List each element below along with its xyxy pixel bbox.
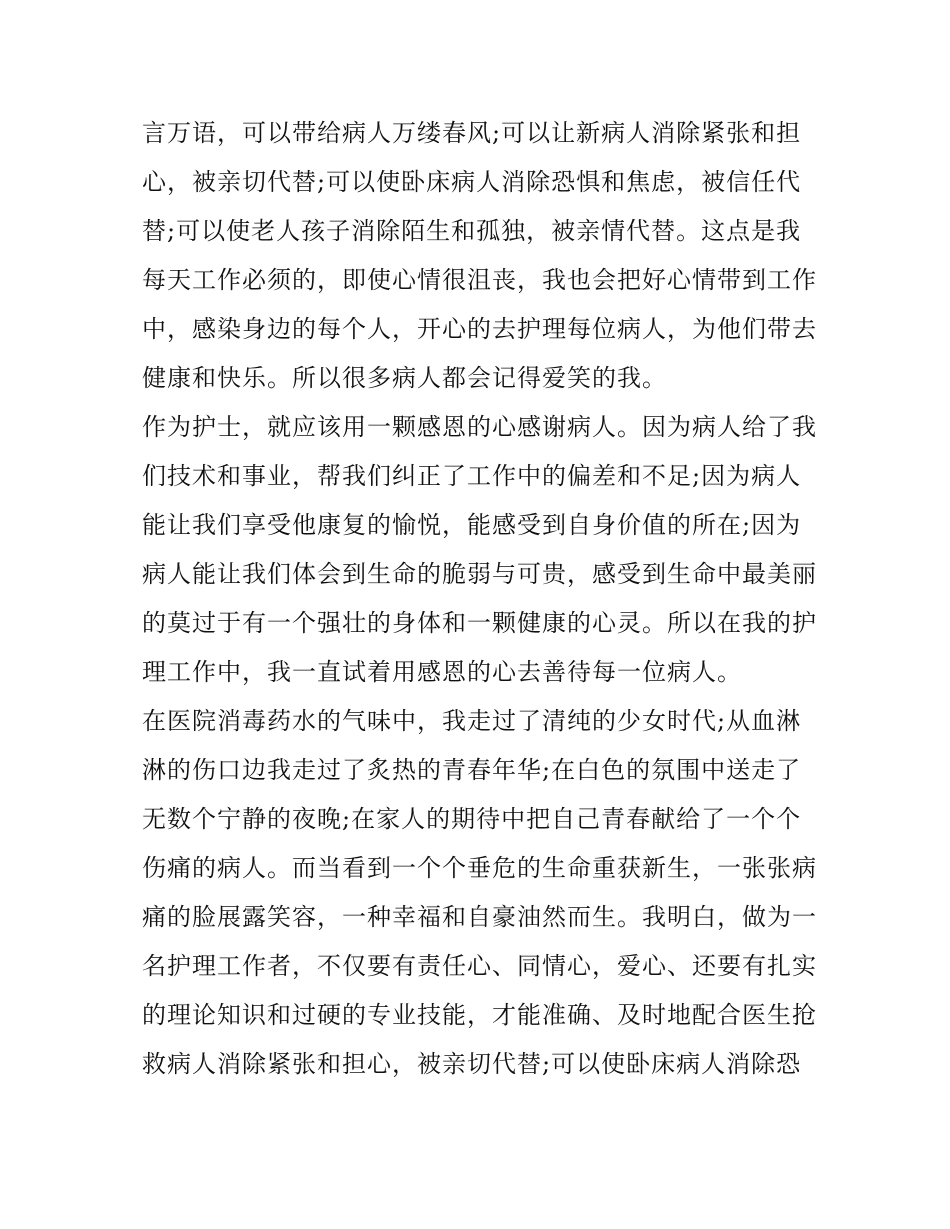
paragraph-2 xyxy=(142,403,842,697)
text-line: 中，感染身边的每个人，开心的去护理每位病人，为他们带去 xyxy=(142,315,817,343)
text-line: 痛的脸展露笑容，一种幸福和自豪油然而生。我明白，做为一 xyxy=(142,903,817,931)
text-line: 作为护士，就应该用一颗感恩的心感谢病人。因为病人给了我 xyxy=(142,413,817,441)
text-line: 救病人消除紧张和担心，被亲切代替;可以使卧床病人消除恐 xyxy=(142,1050,802,1078)
text-line: 健康和快乐。所以很多病人都会记得爱笑的我。 xyxy=(142,364,667,392)
text-line: 言万语，可以带给病人万缕春风;可以让新病人消除紧张和担 xyxy=(142,119,802,147)
text-line: 无数个宁静的夜晚;在家人的期待中把自己青春献给了一个个 xyxy=(142,805,802,833)
text-line: 能让我们享受他康复的愉悦，能感受到自身价值的所在;因为 xyxy=(142,511,802,539)
text-line: 理工作中，我一直试着用感恩的心去善待每一位病人。 xyxy=(142,658,742,686)
paragraph-1 xyxy=(142,109,842,403)
document-body xyxy=(142,109,842,1089)
text-line: 心，被亲切代替;可以使卧床病人消除恐惧和焦虑，被信任代 xyxy=(142,168,802,196)
text-line: 们技术和事业，帮我们纠正了工作中的偏差和不足;因为病人 xyxy=(142,462,802,490)
text-line: 的莫过于有一个强壮的身体和一颗健康的心灵。所以在我的护 xyxy=(142,609,817,637)
text-line: 每天工作必须的，即使心情很沮丧，我也会把好心情带到工作 xyxy=(142,266,817,294)
text-line: 病人能让我们体会到生命的脆弱与可贵，感受到生命中最美丽 xyxy=(142,560,817,588)
text-line: 伤痛的病人。而当看到一个个垂危的生命重获新生，一张张病 xyxy=(142,854,817,882)
text-line: 在医院消毒药水的气味中，我走过了清纯的少女时代;从血淋 xyxy=(142,707,802,735)
text-line: 的理论知识和过硬的专业技能，才能准确、及时地配合医生抢 xyxy=(142,1001,817,1029)
paragraph-3 xyxy=(142,697,842,1089)
text-line: 替;可以使老人孩子消除陌生和孤独，被亲情代替。这点是我 xyxy=(142,217,802,245)
text-line: 名护理工作者，不仅要有责任心、同情心，爱心、还要有扎实 xyxy=(142,952,817,980)
text-line: 淋的伤口边我走过了炙热的青春年华;在白色的氛围中送走了 xyxy=(142,756,802,784)
